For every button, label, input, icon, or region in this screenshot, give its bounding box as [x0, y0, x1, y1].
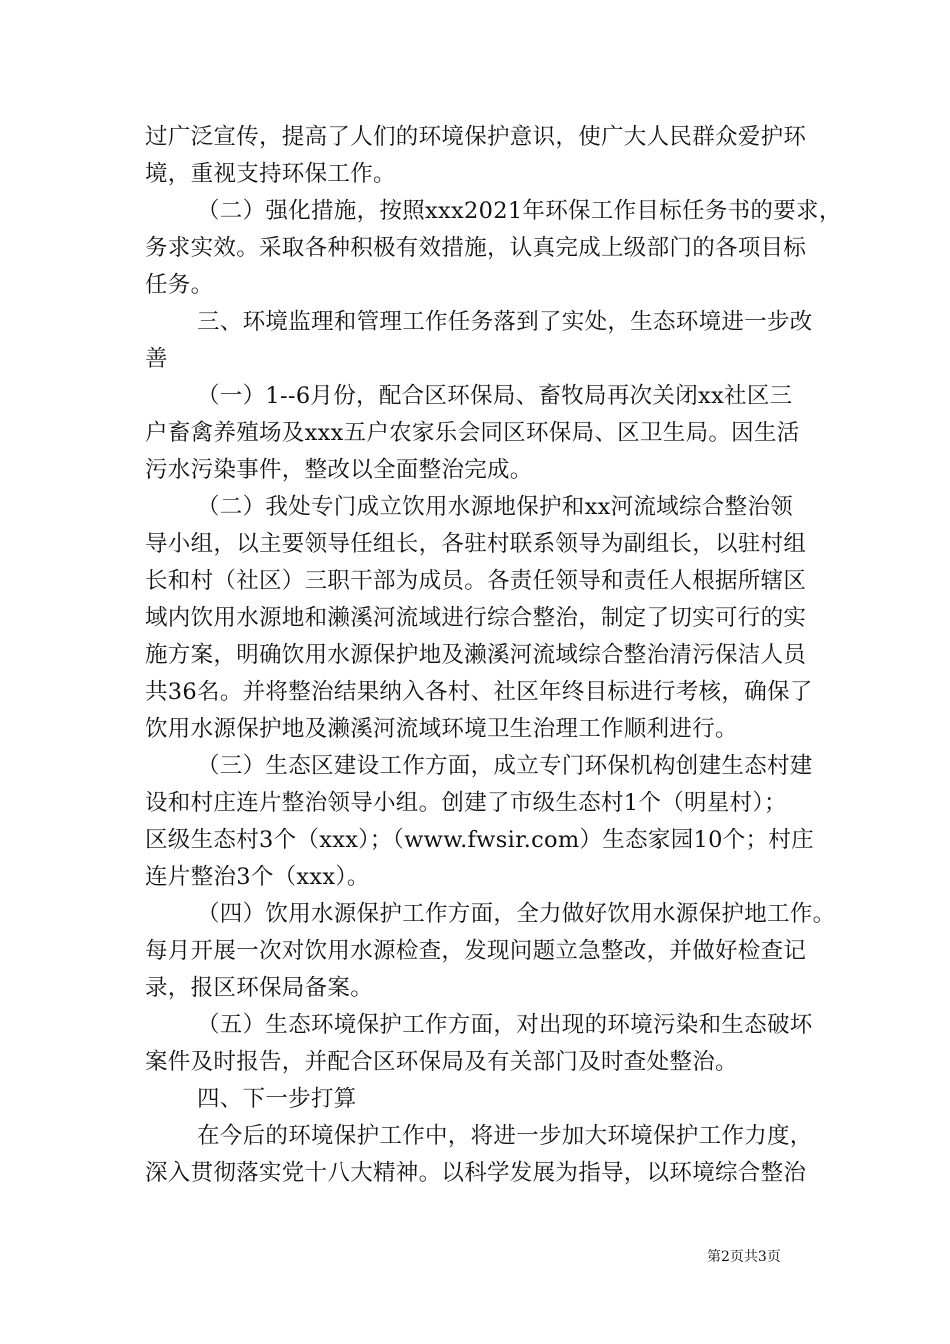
section-heading: 善 [145, 346, 168, 372]
body-line: 录，报区环保局备案。 [145, 975, 374, 1001]
body-line: （一）1--6月份，配合区环保局、畜牧局再次关闭xx社区三 [197, 383, 793, 409]
body-line: （二）我处专门成立饮用水源地保护和xx河流域综合整治领 [197, 494, 793, 520]
body-line: 长和村（社区）三职干部为成员。各责任领导和责任人根据所辖区 [145, 568, 807, 594]
body-line: 饮用水源保护地及濑溪河流域环境卫生治理工作顺利进行。 [145, 716, 738, 742]
body-line: 污水污染事件，整改以全面整治完成。 [145, 457, 533, 483]
body-line: （四）饮用水源保护工作方面，全力做好饮用水源保护地工作。 [197, 901, 836, 927]
body-line: 导小组，以主要领导任组长，各驻村联系领导为副组长，以驻村组 [145, 531, 807, 557]
body-line: 施方案，明确饮用水源保护地及濑溪河流域综合整治清污保洁人员 [145, 642, 807, 668]
section-heading: 三、环境监理和管理工作任务落到了实处，生态环境进一步改 [197, 309, 813, 335]
body-line: 过广泛宣传，提高了人们的环境保护意识，使广大人民群众爱护环 [145, 124, 807, 150]
body-line: 设和村庄连片整治领导小组。创建了市级生态村1个（明星村）； [145, 790, 787, 816]
body-line: 在今后的环境保护工作中，将进一步加大环境保护工作力度， [197, 1123, 813, 1149]
body-line: 每月开展一次对饮用水源检查，发现问题立急整改，并做好检查记 [145, 938, 807, 964]
body-line: 境，重视支持环保工作。 [145, 161, 396, 187]
body-line: 户畜禽养殖场及xxx五户农家乐会同区环保局、区卫生局。因生活 [145, 420, 800, 446]
body-line: 务求实效。采取各种积极有效措施，认真完成上级部门的各项目标 [145, 235, 807, 261]
page-number-footer: 第2页共3页 [707, 1249, 781, 1265]
body-line: 域内饮用水源地和濑溪河流域进行综合整治，制定了切实可行的实 [145, 605, 807, 631]
body-line: 区级生态村3个（xxx）；（www.fwsir.com）生态家园10个；村庄 [145, 827, 814, 853]
body-line: （五）生态环境保护工作方面，对出现的环境污染和生态破坏 [197, 1012, 813, 1038]
body-line: 案件及时报告，并配合区环保局及有关部门及时查处整治。 [145, 1049, 738, 1075]
body-line: （二）强化措施，按照xxx2021年环保工作目标任务书的要求， [197, 198, 842, 224]
body-line: 任务。 [145, 272, 214, 298]
body-line: 深入贯彻落实党十八大精神。以科学发展为指导，以环境综合整治 [145, 1160, 807, 1186]
body-line: 连片整治3个（xxx）。 [145, 864, 370, 890]
section-heading: 四、下一步打算 [197, 1086, 357, 1112]
body-line: （三）生态区建设工作方面，成立专门环保机构创建生态村建 [197, 753, 813, 779]
body-line: 共36名。并将整治结果纳入各村、社区年终目标进行考核，确保了 [145, 679, 813, 705]
